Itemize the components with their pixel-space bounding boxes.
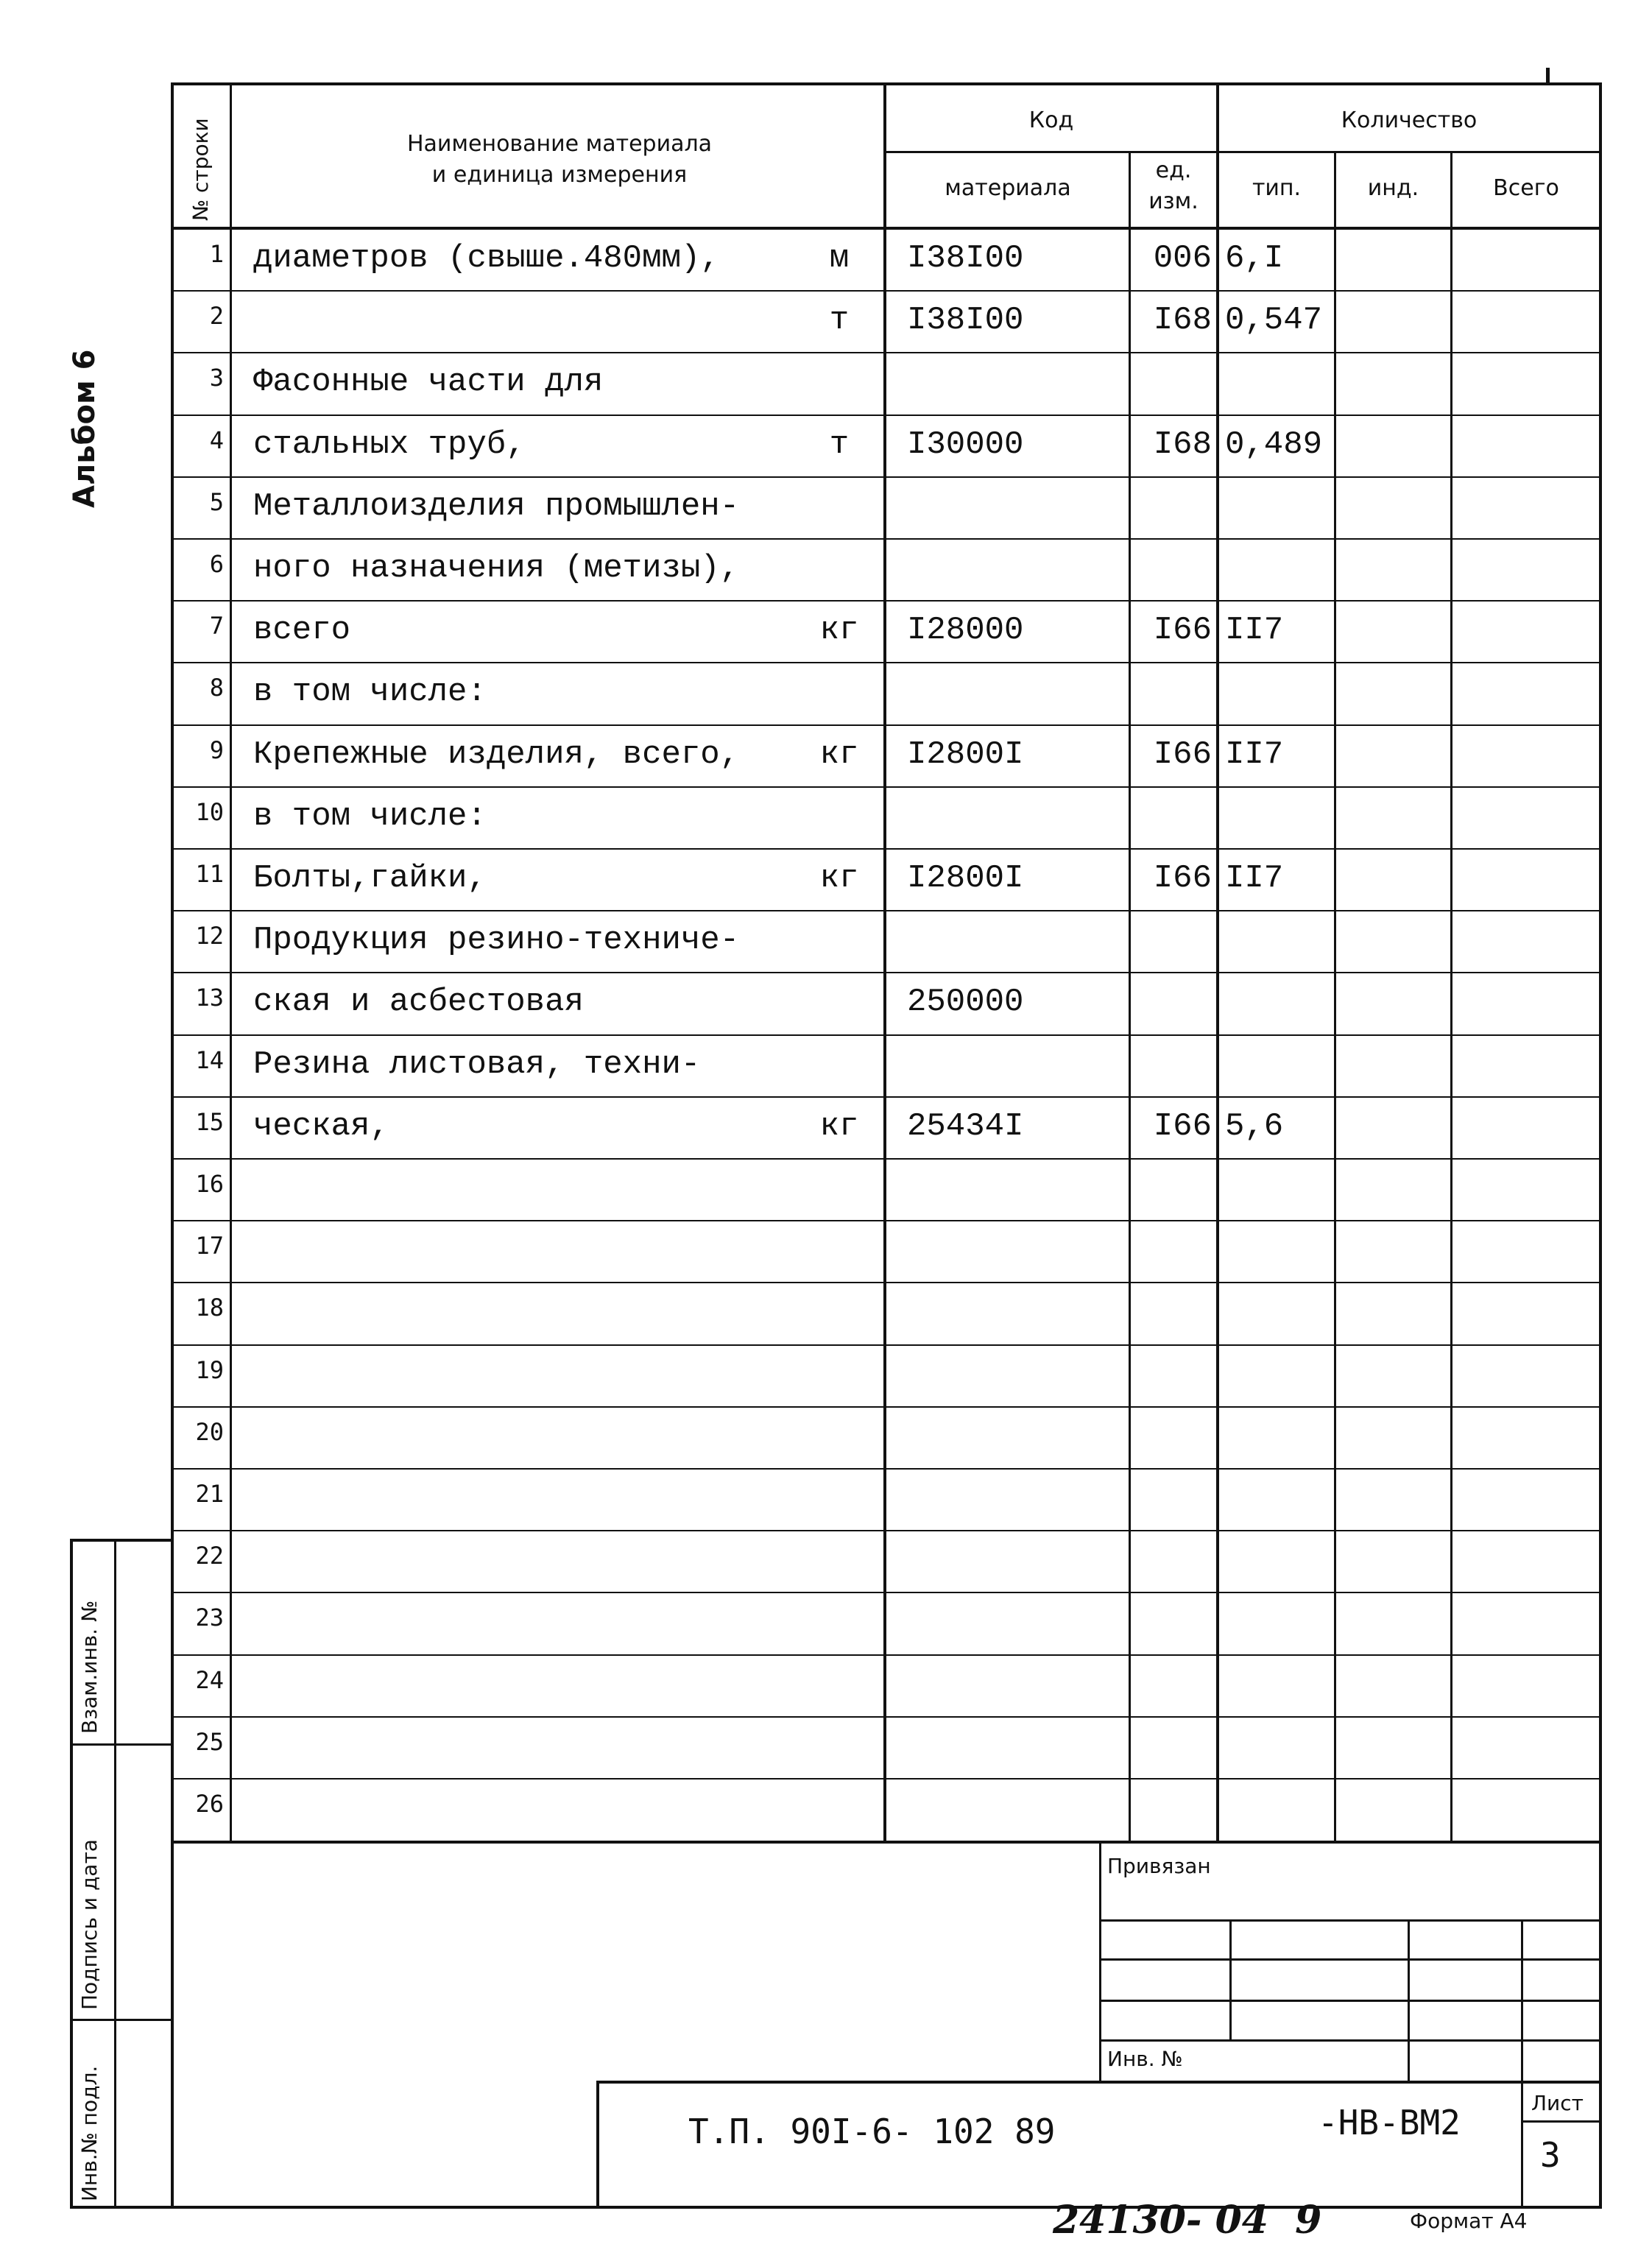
table-row — [0, 1221, 1652, 1283]
side-box-sep2 — [70, 2019, 173, 2021]
material-code: 25434I — [907, 1107, 1024, 1145]
inv-podl-label: Инв.№ подл. — [77, 2065, 102, 2201]
unit-code: I68 — [1153, 426, 1212, 463]
material-name: Болты,гайки, — [253, 860, 487, 897]
row-number: 14 — [195, 1045, 224, 1074]
material-name: стальных труб, — [253, 426, 526, 463]
table-row — [0, 973, 1652, 1035]
unit: кг — [819, 860, 859, 897]
privyazan-label: Привязан — [1107, 1854, 1211, 1878]
unit-code: I68 — [1153, 302, 1212, 339]
unit-header-2: изм. — [1148, 188, 1199, 214]
row-number: 18 — [195, 1294, 224, 1322]
row-number: 15 — [195, 1107, 224, 1136]
quantity-header: Количество — [1341, 107, 1478, 133]
stamp-vline-4 — [1521, 1919, 1523, 2207]
table-row — [0, 478, 1652, 540]
row-number: 3 — [209, 364, 224, 392]
table-row — [0, 1531, 1652, 1593]
table-row — [0, 726, 1652, 788]
unit: кг — [819, 1107, 859, 1145]
zam-inv-label: Взам.инв. № — [77, 1600, 102, 1734]
row-number: 24 — [195, 1665, 224, 1694]
name-header-line2: и единица измерения — [431, 162, 688, 188]
row-number: 12 — [195, 922, 224, 950]
stamp-vline-left — [1099, 1841, 1101, 2084]
table-row — [0, 1656, 1652, 1718]
row-number-header: № строки — [188, 118, 213, 221]
podpis-label: Подпись и дата — [77, 1839, 102, 2010]
row-number: 11 — [195, 860, 224, 888]
row-number: 19 — [195, 1355, 224, 1384]
row-number: 2 — [209, 302, 224, 331]
inv-no-label: Инв. № — [1107, 2047, 1183, 2071]
quantity-tip: II7 — [1225, 612, 1284, 649]
row-number: 13 — [195, 984, 224, 1012]
table-row — [0, 292, 1652, 353]
row-number: 22 — [195, 1542, 224, 1570]
row-number: 6 — [209, 550, 224, 578]
table-row — [0, 663, 1652, 725]
material-name: ческая, — [253, 1107, 389, 1145]
unit-code: I66 — [1153, 1107, 1212, 1145]
table-row — [0, 353, 1652, 415]
row-number: 4 — [209, 426, 224, 454]
material-name: диаметров (свыше.480мм), — [253, 240, 720, 277]
format-label: Формат А4 — [1410, 2209, 1528, 2233]
row-number: 5 — [209, 487, 224, 516]
unit: кг — [819, 612, 859, 649]
material-code-header: материала — [945, 175, 1071, 201]
stamp-vline-3 — [1408, 1919, 1410, 2081]
stamp-hline-3 — [1099, 2000, 1602, 2002]
material-name: Резина листовая, техни- — [253, 1045, 701, 1083]
material-code: I38I00 — [907, 302, 1024, 339]
material-name: Фасонные части для — [253, 364, 604, 401]
table-row — [0, 602, 1652, 663]
row-number: 17 — [195, 1232, 224, 1260]
unit-header-1: ед. — [1155, 158, 1192, 183]
unit: т — [829, 426, 850, 463]
row-number: 1 — [209, 240, 224, 268]
code-header: Код — [1028, 107, 1074, 133]
unit: м — [829, 240, 850, 277]
unit-code: 006 — [1153, 240, 1212, 277]
row-number: 21 — [195, 1480, 224, 1508]
material-name: в том числе: — [253, 797, 487, 835]
material-name: ская и асбестовая — [253, 984, 584, 1021]
stamp-hline-4 — [1099, 2039, 1602, 2042]
document-suffix: -НВ-ВМ2 — [1318, 2103, 1461, 2142]
material-name: всего — [253, 612, 351, 649]
stamp-vline-2 — [1229, 1919, 1232, 2039]
quantity-tip: II7 — [1225, 736, 1284, 773]
material-code: I38I00 — [907, 240, 1024, 277]
quantity-tip: II7 — [1225, 860, 1284, 897]
table-row — [0, 1470, 1652, 1531]
stamp-hline-2 — [1099, 1958, 1602, 1961]
ind-header: инд. — [1367, 175, 1419, 201]
frame-bottom — [171, 2206, 1602, 2209]
header-sub-line — [883, 151, 1602, 153]
row-number: 26 — [195, 1790, 224, 1818]
row-number: 16 — [195, 1170, 224, 1198]
row-number: 8 — [209, 674, 224, 702]
side-box-bottom — [70, 2206, 173, 2209]
table-row — [0, 1346, 1652, 1408]
material-code: I30000 — [907, 426, 1024, 463]
quantity-tip: 5,6 — [1225, 1107, 1284, 1145]
unit-code: I66 — [1153, 860, 1212, 897]
document-code: Т.П. 90I-6- 102 89 — [688, 2112, 1056, 2151]
row-number: 25 — [195, 1727, 224, 1756]
name-header-line1: Наименование материала — [406, 131, 713, 157]
quantity-tip: 6,I — [1225, 240, 1284, 277]
tip-header: тип. — [1252, 175, 1302, 201]
row-number: 20 — [195, 1417, 224, 1446]
table-row — [0, 540, 1652, 602]
material-name: Крепежные изделия, всего, — [253, 736, 740, 773]
table-row — [0, 1036, 1652, 1098]
table-row — [0, 1593, 1652, 1655]
material-code: I2800I — [907, 736, 1024, 773]
total-header: Всего — [1493, 175, 1559, 201]
row-number: 7 — [209, 612, 224, 641]
row-number: 9 — [209, 736, 224, 764]
unit-code: I66 — [1153, 612, 1212, 649]
material-name: Металлоизделия промышлен- — [253, 487, 740, 525]
quantity-tip: 0,547 — [1225, 302, 1323, 339]
table-row — [0, 850, 1652, 911]
material-name: Продукция резино-техниче- — [253, 922, 740, 959]
frame-top — [171, 82, 1602, 85]
handwritten-number: 24130- 04 9 — [1053, 2198, 1322, 2243]
table-row — [0, 1718, 1652, 1779]
corner-mark — [1546, 68, 1550, 84]
table-row — [0, 1408, 1652, 1470]
table-row — [0, 911, 1652, 973]
material-name: ного назначения (метизы), — [253, 550, 740, 587]
material-code: I28000 — [907, 612, 1024, 649]
unit: кг — [819, 736, 859, 773]
sheet-number: 3 — [1540, 2135, 1561, 2175]
quantity-tip: 0,489 — [1225, 426, 1323, 463]
material-name: в том числе: — [253, 674, 487, 711]
table-row — [0, 1283, 1652, 1345]
stamp-title-left — [596, 2081, 599, 2209]
table-row — [0, 1160, 1652, 1221]
table-row — [0, 1098, 1652, 1160]
table-row — [0, 1779, 1652, 1841]
table-row — [0, 788, 1652, 850]
album-label: Альбом 6 — [68, 349, 102, 508]
table-row — [0, 416, 1652, 478]
stamp-title-top — [596, 2081, 1602, 2084]
stamp-list-line — [1521, 2120, 1602, 2123]
unit-code: I66 — [1153, 736, 1212, 773]
sheet-label: Лист — [1531, 2091, 1584, 2115]
material-code: I2800I — [907, 860, 1024, 897]
row-number: 23 — [195, 1604, 224, 1632]
stamp-hline-1 — [1099, 1919, 1602, 1922]
table-row — [0, 230, 1652, 292]
material-code: 250000 — [907, 984, 1024, 1021]
unit: т — [829, 302, 850, 339]
row-number: 10 — [195, 797, 224, 826]
